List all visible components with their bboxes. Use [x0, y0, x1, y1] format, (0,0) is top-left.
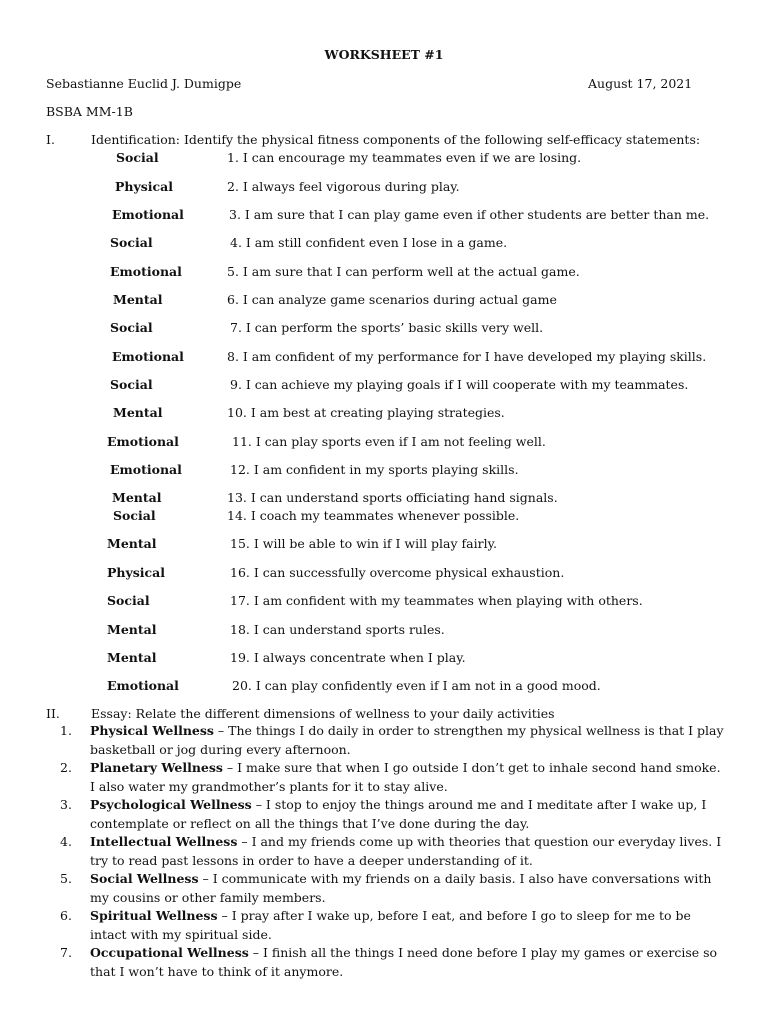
identification-statement: 1. I can encourage my teammates even if we are losing. [227, 150, 582, 165]
essay-item [46, 870, 726, 907]
identification-statement: 12. I am confident in my sports playing skills. [230, 462, 519, 477]
essay-list [46, 722, 726, 981]
essay-item-text: – I and my friends come up with theories that question our everyday lives. I try to read past lessons in order to have a deeper understanding of it. [90, 834, 722, 868]
part1-instruction: Identification: Identify the physical fitness components of the following self-efficacy statements: [91, 132, 701, 147]
identification-statement: 9. I can achieve my playing goals if I will cooperate with my teammates. [230, 377, 689, 392]
essay-item-heading: Social Wellness [90, 871, 199, 886]
identification-answer: Social [107, 593, 150, 608]
identification-statement: 2. I always feel vigorous during play. [227, 179, 460, 194]
essay-item-heading: Occupational Wellness [90, 945, 249, 960]
essay-item [46, 907, 726, 944]
identification-answer: Emotional [112, 207, 184, 222]
identification-statement: 15. I will be able to win if I will play fairly. [230, 536, 497, 551]
identification-statement: 19. I always concentrate when I play. [230, 650, 466, 665]
identification-statement: 5. I am sure that I can perform well at the actual game. [227, 264, 580, 279]
student-section: BSBA MM-1B [46, 104, 133, 119]
identification-answer: Mental [107, 650, 157, 665]
identification-answer: Mental [112, 490, 162, 505]
essay-item [46, 796, 726, 833]
essay-item-number: 6. [60, 908, 72, 923]
essay-item [46, 944, 726, 981]
essay-item-number: 7. [60, 945, 72, 960]
identification-statement: 10. I am best at creating playing strategies. [227, 405, 505, 420]
part2-instruction: Essay: Relate the different dimensions of wellness to your daily activities [91, 706, 555, 721]
essay-item-number: 2. [60, 760, 72, 775]
identification-statement: 13. I can understand sports officiating hand signals. [227, 490, 558, 505]
essay-item-text: – I finish all the things I need done before I play my games or exercise so that I won’t have to think of it anymore. [90, 945, 718, 979]
essay-item-text: – I communicate with my friends on a daily basis. I also have conversations with my cousins or other family members. [90, 871, 712, 905]
essay-item-text: – The things I do daily in order to strengthen my physical wellness is that I play basketball or jog during every afternoon. [90, 723, 724, 757]
identification-answer: Emotional [107, 434, 179, 449]
identification-answer: Mental [107, 622, 157, 637]
identification-answer: Emotional [107, 678, 179, 693]
identification-answer: Social [113, 508, 156, 523]
essay-item-heading: Planetary Wellness [90, 760, 223, 775]
identification-statement: 4. I am still confident even I lose in a game. [230, 235, 508, 250]
worksheet-title: WORKSHEET #1 [324, 47, 444, 62]
identification-answer: Emotional [112, 349, 184, 364]
identification-statement: 20. I can play confidently even if I am not in a good mood. [232, 678, 601, 693]
identification-statement: 11. I can play sports even if I am not feeling well. [232, 434, 546, 449]
part2-numeral: II. [46, 706, 60, 721]
essay-item-number: 4. [60, 834, 72, 849]
essay-item-text: – I pray after I wake up, before I eat, and before I go to sleep for me to be intact with my spiritual side. [90, 908, 691, 942]
essay-item-text: – I make sure that when I go outside I don’t get to inhale second hand smoke. I also water my grandmother’s plants for it to stay alive. [90, 760, 721, 794]
identification-answer: Emotional [110, 462, 182, 477]
essay-item-heading: Spiritual Wellness [90, 908, 218, 923]
identification-statement: 18. I can understand sports rules. [230, 622, 445, 637]
identification-answer: Mental [113, 405, 163, 420]
essay-item [46, 833, 726, 870]
identification-answer: Social [110, 377, 153, 392]
essay-item-heading: Psychological Wellness [90, 797, 252, 812]
essay-item [46, 759, 726, 796]
identification-statement: 17. I am confident with my teammates when playing with others. [230, 593, 643, 608]
part1-numeral: I. [46, 132, 55, 147]
essay-item-heading: Physical Wellness [90, 723, 214, 738]
identification-statement: 3. I am sure that I can play game even if other students are better than me. [229, 207, 710, 222]
identification-answer: Social [110, 320, 153, 335]
essay-item-number: 5. [60, 871, 72, 886]
essay-item-heading: Intellectual Wellness [90, 834, 238, 849]
identification-answer: Mental [107, 536, 157, 551]
identification-answer: Social [116, 150, 159, 165]
essay-item-number: 1. [60, 723, 72, 738]
identification-answer: Social [110, 235, 153, 250]
identification-answer: Emotional [110, 264, 182, 279]
identification-statement: 7. I can perform the sports’ basic skills very well. [230, 320, 544, 335]
identification-answer: Mental [113, 292, 163, 307]
essay-item [46, 722, 726, 759]
identification-statement: 6. I can analyze game scenarios during actual game [227, 292, 557, 307]
identification-statement: 8. I am confident of my performance for I have developed my playing skills. [227, 349, 707, 364]
identification-answer: Physical [115, 179, 173, 194]
identification-statement: 16. I can successfully overcome physical exhaustion. [230, 565, 565, 580]
identification-statement: 14. I coach my teammates whenever possible. [227, 508, 520, 523]
identification-answer: Physical [107, 565, 165, 580]
worksheet-date: August 17, 2021 [588, 76, 693, 91]
essay-item-text: – I stop to enjoy the things around me and I meditate after I wake up, I contemplate or reflect on all the things that I’ve done during the day. [90, 797, 707, 831]
student-name: Sebastianne Euclid J. Dumigpe [46, 76, 242, 91]
essay-item-number: 3. [60, 797, 72, 812]
